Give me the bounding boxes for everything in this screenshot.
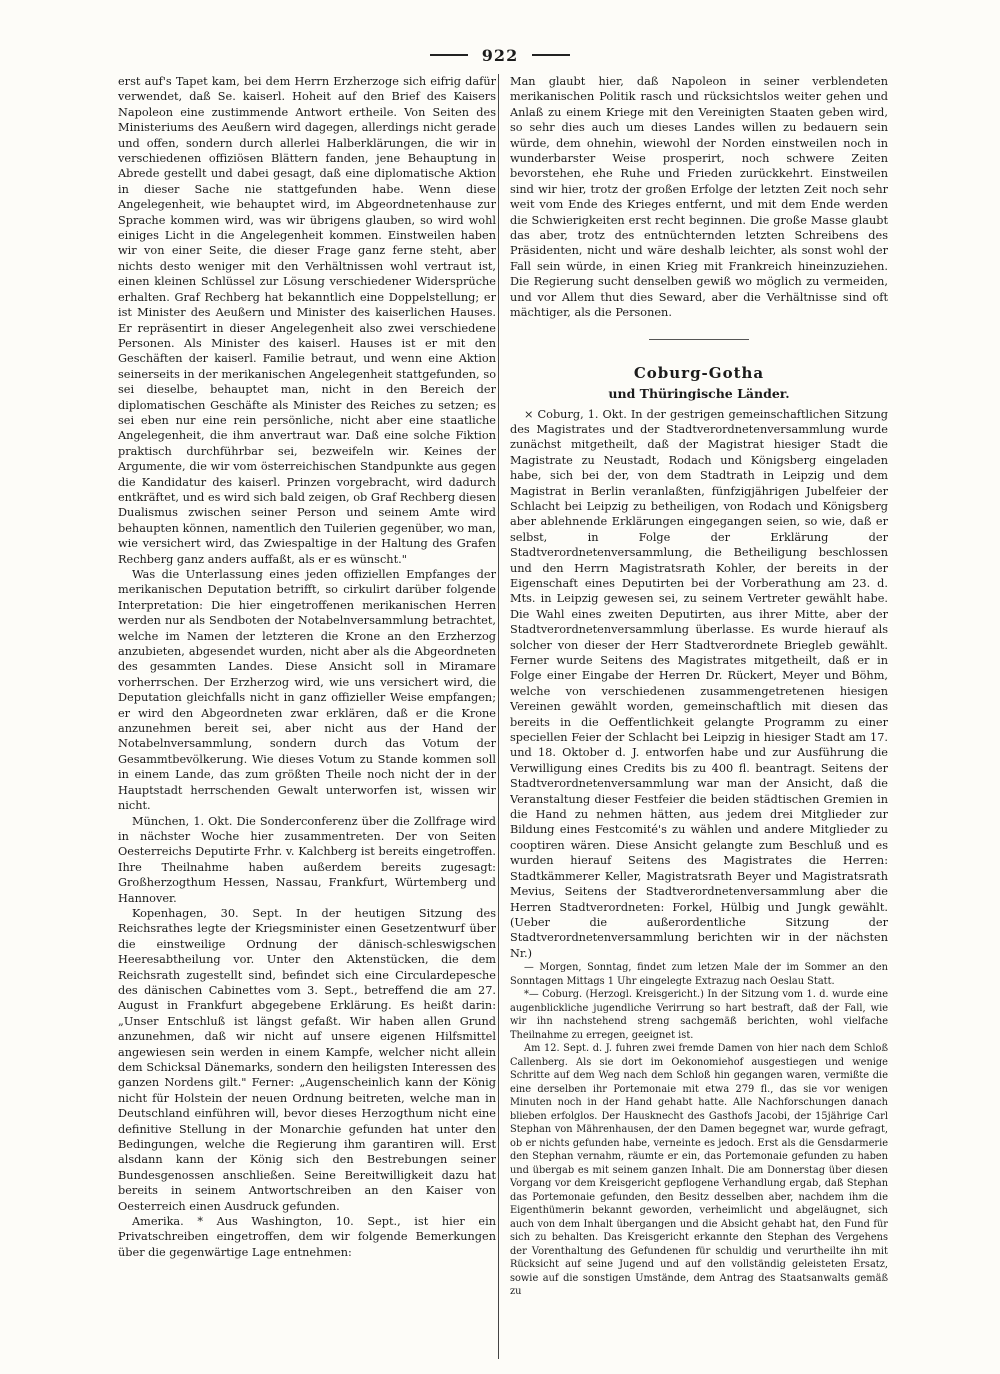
right-paragraph-1: Man glaubt hier, daß Napoleon in seiner verblendeten merikanischen Politik rasch und rücksichtslos weiter gehen und Anlaß zu einem Kriege mit den Vereinigten Staaten geben wird, so sehr dies auch um dieses Landes willen zu bedauern sein würde, dem ohnehin, wiewohl der Norden einstweilen noch in wunderbarster Weise prosperirt, noch schwere Zeiten bevorstehen, ehe Ruhe und Frieden zurückkehrt. Einstweilen sind wir hier, trotz der großen Erfolge der letzten Zeit noch sehr weit vom Ende des Krieges entfernt, und mit dem Ende werden die Schwierigkeiten erst recht beginnen. Die große Masse glaubt das aber, trotz des entnüchternden letzten Schreibens des Präsidenten, nicht und wäre deshalb leichter, als sonst wohl der Fall sein würde, in einen Krieg mit Frankreich hineinzuziehen. Die Regierung sucht denselben gewiß wo möglich zu vermeiden, und vor Allem thut dies Seward, aber die Verhältnisse sind oft mächtiger, als die Personen. xyxy=(510,75,888,320)
left-column xyxy=(118,74,496,1364)
header-dash-right xyxy=(532,54,570,56)
left-paragraph-munich: München, 1. Okt. Die Sonderconferenz über die Zollfrage wird in nächster Woche hier zusammentreten. Der von Seiten Oesterreichs Deputirte Frhr. v. Kalchberg ist bereits eingetroffen. Ihre Theilnahme haben außerdem bereits zugesagt: Großherzogthum Hessen, Nassau, Frankfurt, Würtemberg und Hannover. xyxy=(118,814,496,905)
header-dash-left xyxy=(430,54,468,56)
column-divider xyxy=(498,74,499,1359)
right-paragraph-case: Am 12. Sept. d. J. fuhren zwei fremde Damen von hier nach dem Schloß Callenberg. Als sie dort im Oekonomiehof ausgestiegen und wenige Schritte auf dem Weg nach dem Schloß hin gegangen waren, vermißte die eine derselben ihr Portemonaie mit etwa 279 fl., das sie vor wenigen Minuten noch in der Hand gehabt hatte. Alle Nachforschungen danach blieben erfolglos. Der Hausknecht des Gasthofs Jacobi, der 15jährige Carl Stephan von Mährenhausen, der den Damen begegnet war, wurde gefragt, ob er nichts gefunden habe, verneinte es jedoch. Erst als die Gensdarmerie den Stephan vernahm, räumte er ein, das Portemonaie gefunden zu haben und übergab es mit seinem ganzen Inhalt. Die am Donnerstag über diesen Vorgang vor dem Kreisgericht gepflogene Verhandlung ergab, daß Stephan das Portemonaie gefunden, den Besitz desselben aber, nachdem ihm die Eigenthümerin bekannt geworden, verheimlicht und abgeläugnet, sich auch von dem Inhalt übergangen und die Absicht gehabt hat, den Fund für sich zu behalten. Das Kreisgericht erkannte den Stephan des Vergehens der Vorenthaltung des Gefundenen für schuldig und verurtheilte ihn mit Rücksicht auf seine Jugend und auf den vollständig geleisteten Ersatz, sowie auf die sonstigen Umstände, dem Antrag des Staatsanwalts gemäß zu xyxy=(510,1043,888,1298)
left-paragraph-2: Was die Unterlassung eines jeden offiziellen Empfanges der merikanischen Deputation betrifft, so cirkulirt darüber folgende Interpretation: Die hier eingetroffenen merikanischen Herren werden nur als Sendboten der Notabelnversammlung betrachtet, welche im Namen der letzteren die Krone an den Erzherzog anzubieten, abgesendet wurden, nicht aber als die Abgeordneten des gesammten Landes. Diese Ansicht soll in Miramare vorherrschen. Der Erzherzog wird, wie uns versichert wird, die Deputation gleichfalls nicht in ganz offizieller Weise empfangen; er wird den Abgeordneten zwar erklären, daß er die Krone anzunehmen bereit sei, aber nicht aus der Hand der Notabelnversammlung, sondern durch das Votum der Gesammtbevölkerung. Wie dieses Votum zu Stande kommen soll in einem Lande, das zum größten Theile noch nicht der in der Hauptstadt herrschenden Gewalt unterworfen ist, wissen wir nicht. xyxy=(118,568,496,813)
section-rule xyxy=(649,339,749,340)
page-number: 922 xyxy=(481,45,519,65)
right-paragraph-kreisgericht: *— Coburg. (Herzogl. Kreisgericht.) In der Sitzung vom 1. d. wurde eine augenblickliche jugendliche Verirrung so hart bestraft, daß der Fall, wie wir ihn nachstehend streng sachgemäß berichten, wohl vielfache Theilnahme zu erregen, geeignet ist. xyxy=(510,989,888,1041)
left-paragraph-america: Amerika. * Aus Washington, 10. Sept., ist hier ein Privatschreiben eingetroffen, dem wir folgende Bemerkungen über die gegenwärtige Lage entnehmen: xyxy=(118,1215,496,1259)
section-heading: Coburg-Gotha xyxy=(633,363,765,382)
right-paragraph-coburg: × Coburg, 1. Okt. In der gestrigen gemeinschaftlichen Sitzung des Magistrates und der Stadtverordnetenversammlung wurde zunächst mitgetheilt, daß der Magistrat hiesiger Stadt die Magistrate zu Neustadt, Rodach und Königsberg eingeladen habe, sich bei der, von dem Stadtrath in Leipzig und dem Magistrat in Berlin veranlaßten, fünfzigjährigen Jubelfeier der Schlacht bei Leipzig zu betheiligen, von Rodach und Königsberg aber ablehnende Erklärungen eingegangen seien, so wie, daß er selbst, in Folge der Erklärung der Stadtverordnetenversammlung, die Betheiligung beschlossen und den Herrn Magistratsrath Kohler, der bereits in der Eigenschaft eines Deputirten bei der Vorberathung am 23. d. Mts. in Leipzig gewesen sei, zu seinem Vertreter gewählt habe. Die Wahl eines zweiten Deputirten, aus ihrer Mitte, aber der Stadtverordnetenversammlung überlasse. Es wurde hierauf als solcher von dieser der Herr Stadtverordnete Briegleb gewählt. Ferner wurde Seitens des Magistrates mitgetheilt, daß er in Folge einer Eingabe der Herren Dr. Rückert, Meyer und Böhm, welche von verschiedenen zusammengetretenen hiesigen Vereinen gewählt worden, gemeinschaftlich mit diesen das bereits in die Oeffentlichkeit gelangte Programm zu einer speciellen Feier der Schlacht bei Leipzig in hiesiger Stadt am 17. und 18. Oktober d. J. entworfen habe und zur Ausführung die Verwilligung eines Credits bis zu 400 fl. beantragt. Seitens der Stadtverordnetenversammlung war man der Ansicht, daß die Veranstaltung dieser Festfeier die beiden städtischen Gremien in die Hand zu nehmen hätten, aus jedem drei Mitglieder zur Bildung eines Festcomité's zu wählen und andere Mitglieder zu cooptiren wären. Diese Ansicht gelangte zum Beschluß und es wurden hierauf Seitens des Magistrates die Herren: Stadtkämmerer Keller, Magistratsrath Beyer und Magistratsrath Mevius, Seitens der Stadtverordnetenversammlung aber die Herren Stadtverordneten: Forkel, Hülbig und Jungk gewählt. (Ueber die außerordentliche Sitzung der Stadtverordnetenversammlung berichten wir in der nächsten Nr.) xyxy=(510,407,888,960)
left-paragraph-copenhagen: Kopenhagen, 30. Sept. In der heutigen Sitzung des Reichsrathes legte der Kriegsminister einen Gesetzentwurf über die einstweilige Ordnung der dänisch-schleswigschen Heeresabtheilung vor. Unter den Aktenstücken, die dem Reichsrath zugestellt sind, befindet sich eine Circulardepesche des dänischen Cabinettes vom 3. Sept., betreffend die am 27. August in Frankfurt abgegebene Erklärung. Es heißt darin: „Unser Entschluß ist längst gefaßt. Wir haben allen Grund anzunehmen, daß wir nicht auf unsere eigenen Hilfsmittel angewiesen sein werden in einem Kampfe, welcher nicht allein dem Schicksal Dänemarks, sondern den heiligsten Interessen des ganzen Nordens gilt." Ferner: „Augenscheinlich kann der König nicht für Holstein der neuen Ordnung beitreten, welche man in Deutschland einführen will, bevor dieses Herzogthum nicht eine definitive Stellung in der Monarchie gefunden hat unter den Bedingungen, welche die Regierung ihm garantiren will. Erst alsdann kann der König sich den Bestrebungen seiner Bundesgenossen anschließen. Seine Bereitwilligkeit dazu hat bereits in seinem Antwortschreiben an den Kaiser von Oesterreich einen Ausdruck gefunden. xyxy=(118,906,496,1213)
left-paragraph-1: erst auf's Tapet kam, bei dem Herrn Erzherzoge sich eifrig dafür verwendet, daß Se. kaiserl. Hoheit auf den Brief des Kaisers Napoleon eine zustimmende Antwort ertheile. Von Seiten des Ministeriums des Aeußern wird dagegen, allerdings nicht gerade und offen, sondern durch allerlei Halberklärungen, die wir in verschiedenen offiziösen Blättern fanden, jene Behauptung in Abrede gestellt und dabei gesagt, daß eine diplomatische Aktion in dieser Sache nie stattgefunden habe. Wenn diese Angelegenheit, wie behauptet wird, im Abgeordnetenhause zur Sprache kommen wird, was wir übrigens glauben, so wird wohl einiges Licht in die Angelegenheit kommen. Einstweilen haben wir von einer Seite, die dieser Frage ganz ferne steht, aber nichts desto weniger mit den Verhältnissen wohl vertraut ist, einen kleinen Schlüssel zur Lösung verschiedener Widersprüche erhalten. Graf Rechberg hat bekanntlich eine Doppelstellung; er ist Minister des Aeußern und Minister des kaiserlichen Hauses. Er repräsentirt in dieser Angelegenheit also zwei verschiedene Personen. Als Minister des kaiserl. Hauses ist er mit den Geschäften der kaiserl. Familie betraut, und wenn eine Aktion seinerseits in der merikanischen Angelegenheit stattgefunden, so sei dieselbe, behauptet man, nicht in den Bereich der diplomatischen Geschäfte als Minister des Reiches zu setzen; es sei eben nur eine rein persönliche, nicht aber eine staatliche Angelegenheit, die ihm anvertraut war. Daß eine solche Fiktion praktisch durchführbar sei, bezweifeln wir. Keines der Argumente, die wir vom österreichischen Standpunkte aus gegen die Kandidatur des kaiserl. Prinzen vorgebracht, wird dadurch entkräftet, und es wird sich bald zeigen, ob Graf Rechberg diesen Dualismus zwischen seiner Person und seinem Amte wird behaupten können, namentlich den Tuilerien gegenüber, wo man, wie versichert wird, das Zwiespaltige in der Haltung des Grafen Rechberg ganz anders auffaßt, als er es wünscht." xyxy=(118,75,496,566)
right-column xyxy=(510,74,888,1364)
page-header xyxy=(0,40,1000,70)
section-subheading: und Thüringische Länder. xyxy=(608,385,790,401)
right-paragraph-extrazug: — Morgen, Sonntag, findet zum letzen Male der im Sommer an den Sonntagen Mittags 1 Uhr eingelegte Extrazug nach Oeslau Statt. xyxy=(510,962,888,987)
